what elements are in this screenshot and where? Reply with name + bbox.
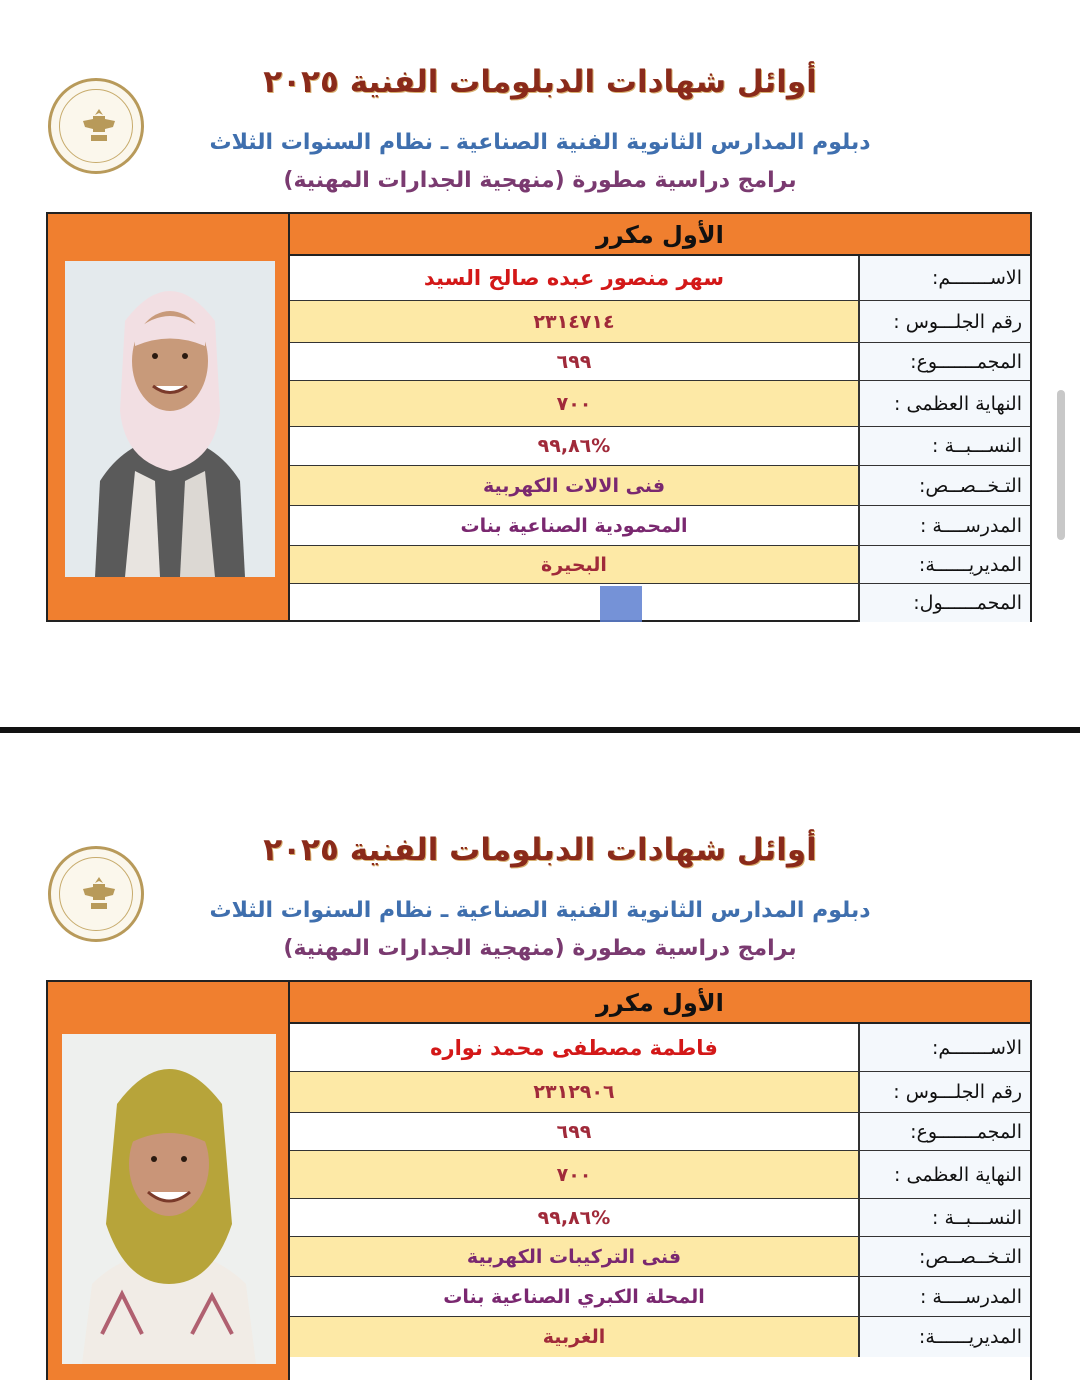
ministry-logo: [48, 846, 144, 942]
label-seat: رقم الجلـــوس :: [860, 1072, 1030, 1112]
label-school: المدرســــة :: [860, 1277, 1030, 1316]
row-spec: [290, 466, 1030, 506]
photo-column: [48, 214, 290, 620]
row-percent: [290, 427, 1030, 466]
page-title: أوائل شهادات الدبلومات الفنية ٢٠٢٥: [263, 64, 817, 100]
school-name: المحلة الكبري الصناعية بنات: [290, 1277, 860, 1316]
governorate-value: [290, 584, 860, 622]
student-photo: [65, 261, 275, 577]
rank-header: الأول مكرر: [290, 214, 1030, 256]
specialization: فنى الالات الكهربية: [290, 466, 860, 505]
ministry-logo: [48, 78, 144, 174]
percent-value: ٩٩,٨٦%: [290, 1199, 860, 1236]
section-divider: [0, 727, 1080, 733]
row-name: [290, 1024, 1030, 1072]
scrollbar-thumb[interactable]: [1057, 390, 1065, 540]
row-total: [290, 1113, 1030, 1151]
seat-number: ٢٣١٢٩٠٦: [290, 1072, 860, 1112]
total-score: ٦٩٩: [290, 343, 860, 380]
seat-number: ٢٣١٤٧١٤: [290, 301, 860, 342]
specialization: فنى التركيبات الكهربية: [290, 1237, 860, 1276]
directorate-name: الغربية: [290, 1317, 860, 1357]
blur-patch: [600, 586, 642, 622]
label-spec: التـخــصــص:: [860, 466, 1030, 505]
school-name: المحمودية الصناعية بنات: [290, 506, 860, 545]
subtitle-programs: برامج دراسية مطورة (منهجية الجدارات المهنية): [283, 168, 797, 193]
subtitle-programs: برامج دراسية مطورة (منهجية الجدارات المهنية): [283, 936, 797, 961]
label-total: المجمـــــــوع:: [860, 343, 1030, 380]
rank-header: الأول مكرر: [290, 982, 1030, 1024]
result-table: [46, 212, 1032, 622]
row-max: [290, 381, 1030, 427]
row-directorate: [290, 546, 1030, 584]
label-spec: التـخــصــص:: [860, 1237, 1030, 1276]
label-directorate: المديريــــــة:: [860, 546, 1030, 583]
row-seat: [290, 1072, 1030, 1113]
max-score: ٧٠٠: [290, 1151, 860, 1198]
label-name: الاســـــــم:: [860, 256, 1030, 300]
percent-value: ٩٩,٨٦%: [290, 427, 860, 465]
label-percent: النســـبــة :: [860, 427, 1030, 465]
label-seat: رقم الجلـــوس :: [860, 301, 1030, 342]
row-directorate: [290, 1317, 1030, 1357]
label-directorate: المديريــــــة:: [860, 1317, 1030, 1357]
eagle-emblem-icon: [81, 875, 117, 915]
row-governorate: [290, 584, 1030, 622]
label-max: النهاية العظمى :: [860, 381, 1030, 426]
total-score: ٦٩٩: [290, 1113, 860, 1150]
label-name: الاســـــــم:: [860, 1024, 1030, 1071]
row-school: [290, 1277, 1030, 1317]
label-percent: النســـبــة :: [860, 1199, 1030, 1236]
subtitle-diploma: دبلوم المدارس الثانوية الفنية الصناعية ـ نظام السنوات الثلاث: [209, 898, 871, 923]
label-total: المجمـــــــوع:: [860, 1113, 1030, 1150]
student-name: سهر منصور عبده صالح السيد: [290, 256, 860, 300]
row-max: [290, 1151, 1030, 1199]
row-seat: [290, 301, 1030, 343]
page-title: أوائل شهادات الدبلومات الفنية ٢٠٢٥: [263, 832, 817, 868]
row-spec: [290, 1237, 1030, 1277]
label-governorate: المحمــــــول:: [860, 584, 1030, 622]
row-school: [290, 506, 1030, 546]
row-name: [290, 256, 1030, 301]
max-score: ٧٠٠: [290, 381, 860, 426]
result-table: [46, 980, 1032, 1380]
photo-column: [48, 982, 290, 1380]
directorate-name: البحيرة: [290, 546, 860, 583]
student-photo: [62, 1034, 276, 1364]
row-total: [290, 343, 1030, 381]
label-max: النهاية العظمى :: [860, 1151, 1030, 1198]
label-school: المدرســــة :: [860, 506, 1030, 545]
subtitle-diploma: دبلوم المدارس الثانوية الفنية الصناعية ـ نظام السنوات الثلاث: [209, 130, 871, 155]
eagle-emblem-icon: [81, 107, 117, 147]
row-percent: [290, 1199, 1030, 1237]
student-name: فاطمة مصطفى محمد نواره: [290, 1024, 860, 1071]
